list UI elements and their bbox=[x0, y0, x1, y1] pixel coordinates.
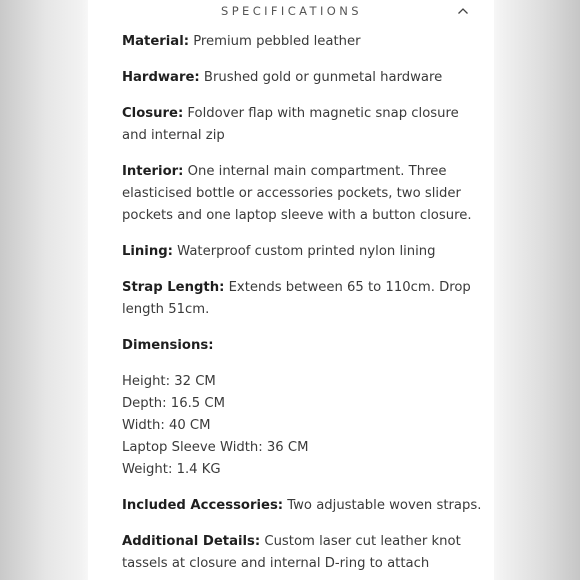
dimensions-list bbox=[122, 371, 482, 481]
spec-value: Extends between 65 to 110cm. Drop length 51cm. bbox=[122, 280, 471, 317]
spec-value: Brushed gold or gunmetal hardware bbox=[203, 70, 443, 85]
spec-value: One internal main compartment. Three elasticised bottle or accessories pockets, two slider pockets and one laptop sleeve with a button closure. bbox=[122, 164, 472, 223]
spec-hardware bbox=[122, 67, 482, 89]
spec-value: Two adjustable woven straps. bbox=[287, 498, 482, 513]
chevron-up-icon[interactable] bbox=[457, 6, 469, 16]
dimension-item: Height: 32 CM bbox=[122, 374, 216, 389]
spec-additional-details bbox=[122, 531, 482, 575]
spec-label: Hardware: bbox=[122, 70, 200, 85]
dimension-item: Depth: 16.5 CM bbox=[122, 396, 225, 411]
spec-label: Dimensions: bbox=[122, 338, 214, 353]
spec-lining bbox=[122, 241, 482, 263]
spec-value: Waterproof custom printed nylon lining bbox=[177, 244, 436, 259]
spec-label: Strap Length: bbox=[122, 280, 225, 295]
specifications-panel bbox=[88, 0, 494, 580]
spec-value: Premium pebbled leather bbox=[193, 34, 361, 49]
spec-strap-length bbox=[122, 277, 482, 321]
dimension-item: Weight: 1.4 KG bbox=[122, 462, 221, 477]
spec-value: Custom laser cut leather knot tassels at closure and internal D-ring to attach bbox=[122, 534, 461, 571]
spec-label: Material: bbox=[122, 34, 189, 49]
spec-label: Included Accessories: bbox=[122, 498, 284, 513]
spec-label: Lining: bbox=[122, 244, 173, 259]
section-title: SPECIFICATIONS bbox=[221, 4, 362, 18]
spec-closure bbox=[122, 103, 482, 147]
specifications-header[interactable] bbox=[88, 0, 494, 24]
dimension-item: Laptop Sleeve Width: 36 CM bbox=[122, 440, 309, 455]
spec-dimensions bbox=[122, 335, 482, 357]
dimension-item: Width: 40 CM bbox=[122, 418, 211, 433]
spec-included-accessories bbox=[122, 495, 482, 517]
spec-label: Interior: bbox=[122, 164, 184, 179]
specifications-content bbox=[122, 31, 482, 580]
spec-value: Foldover flap with magnetic snap closure and internal zip bbox=[122, 106, 459, 143]
spec-interior bbox=[122, 161, 482, 227]
spec-material bbox=[122, 31, 482, 53]
spec-label: Closure: bbox=[122, 106, 184, 121]
spec-label: Additional Details: bbox=[122, 534, 261, 549]
